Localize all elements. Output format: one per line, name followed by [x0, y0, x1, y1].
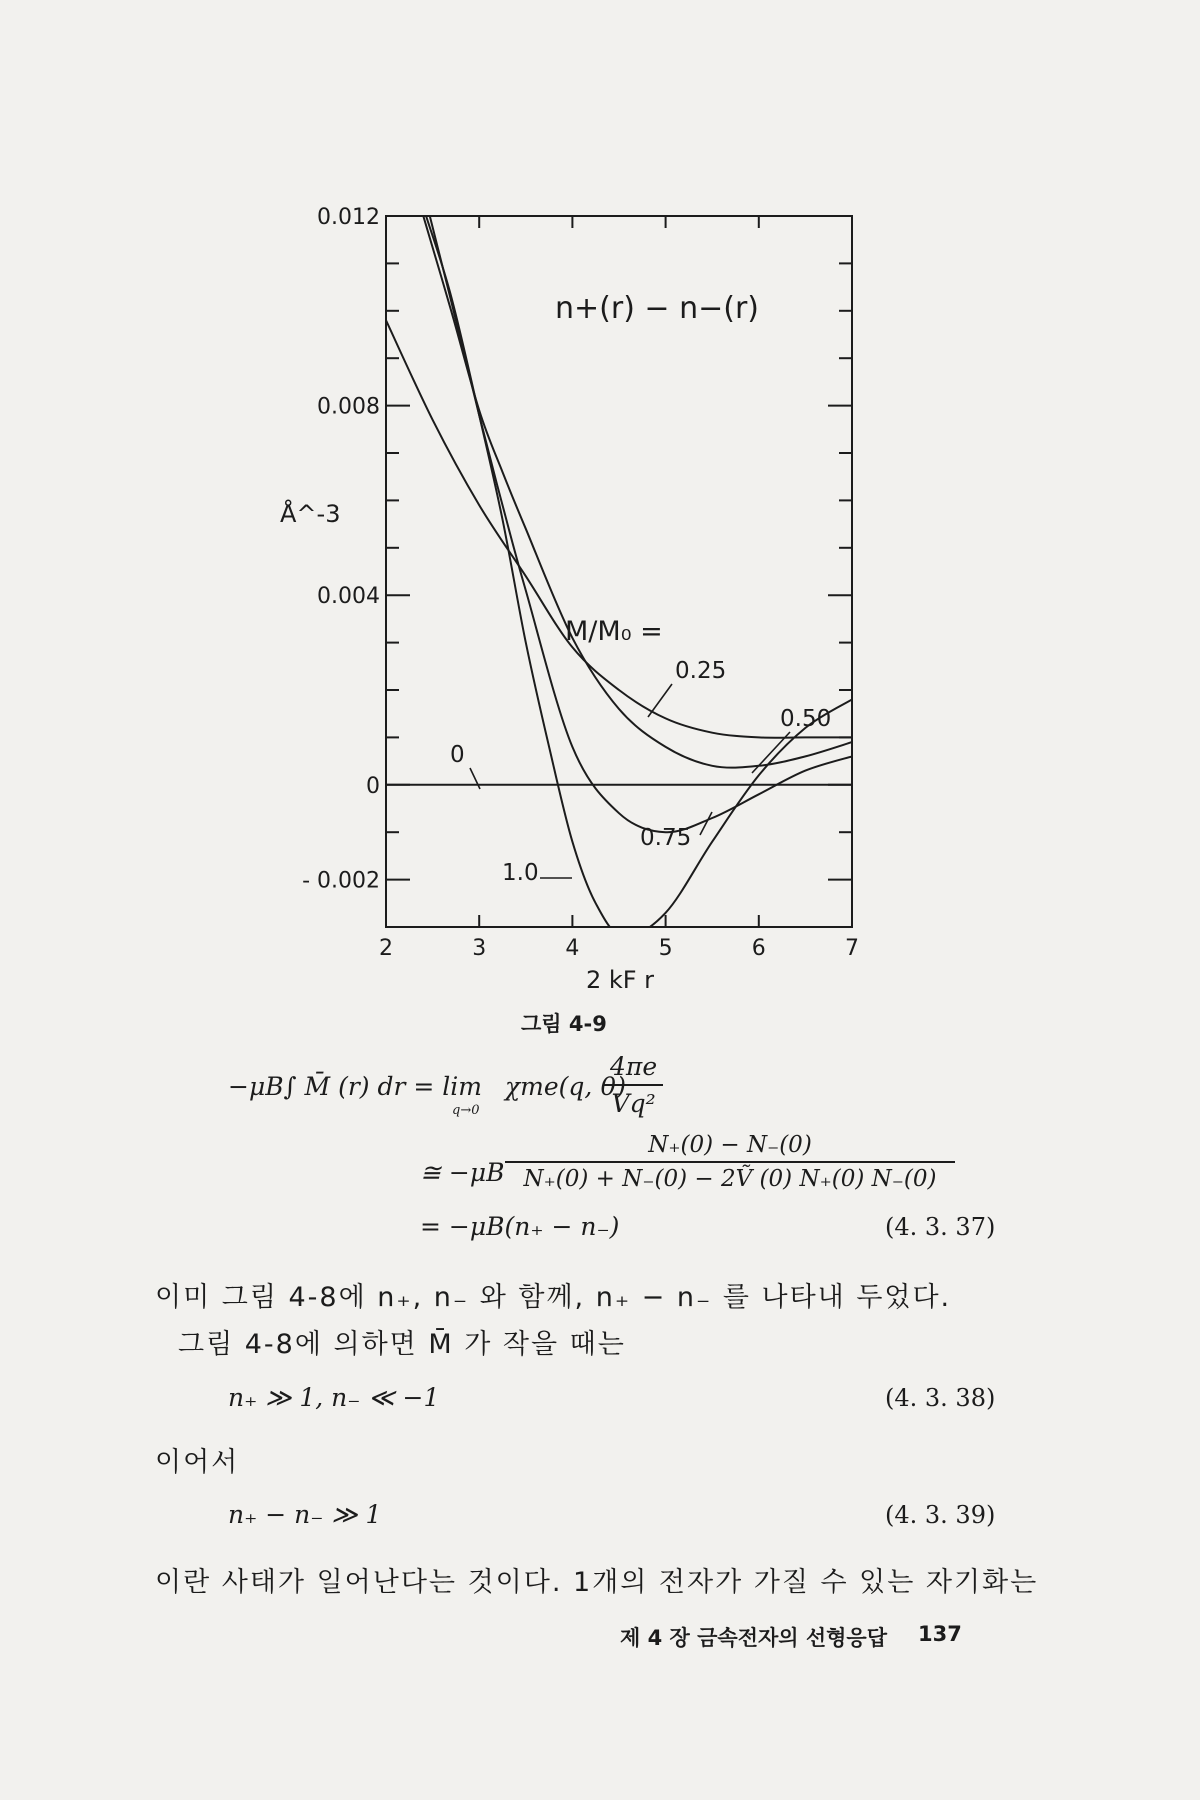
- equation-number-4-3-37: (4. 3. 37): [885, 1213, 996, 1241]
- equation-5: n₊ − n₋ ≫ 1: [228, 1500, 382, 1529]
- x-tick-label: 4: [565, 936, 580, 961]
- y-tick-label: 0: [366, 773, 380, 799]
- equation-2-fraction: [505, 1132, 955, 1192]
- series-line-0-25: [386, 320, 852, 737]
- curve-label-1-0: 1.0: [502, 860, 539, 886]
- equation-1-numerator: 4πe: [610, 1052, 658, 1081]
- y-tick-label: 0.012: [317, 205, 380, 230]
- y-tick-label: - 0.002: [302, 868, 380, 894]
- curve-label-0-75: 0.75: [640, 825, 692, 851]
- equation-number-4-3-39: (4. 3. 39): [885, 1501, 996, 1529]
- equation-1-fraction: [604, 1052, 663, 1118]
- curve-label-0: 0: [450, 742, 465, 768]
- equation-1-chi: χme(q, 0): [505, 1072, 626, 1101]
- figure-caption: 그림 4-9: [521, 1012, 607, 1036]
- x-axis-label: 2 kF r: [585, 966, 655, 994]
- equation-1-denominator: Vq²: [604, 1084, 663, 1118]
- equation-2-numerator: N₊(0) − N₋(0): [648, 1132, 812, 1158]
- running-footer-chapter: 제 4 장 금속전자의 선형응답: [620, 1626, 888, 1650]
- equation-2-lhs: ≅ −μB: [420, 1158, 505, 1187]
- y-tick-label: 0.008: [317, 394, 380, 420]
- equation-4: n₊ ≫ 1, n₋ ≪ −1: [228, 1383, 440, 1412]
- body-text-line-4: 이란 사태가 일어난다는 것이다. 1개의 전자가 가질 수 있는 자기화는: [155, 1567, 1039, 1598]
- y-tick-label: 0.004: [317, 584, 380, 610]
- equation-1-lhs: −μB∫ M̄ (r) dr = lim: [228, 1072, 482, 1101]
- curve-label-leader: [648, 684, 672, 717]
- curve-label-0-25: 0.25: [675, 658, 727, 684]
- x-tick-label: 2: [379, 936, 393, 961]
- body-text-line-3: 이어서: [155, 1447, 240, 1478]
- body-text-line-1: 이미 그림 4-8에 n₊, n₋ 와 함께, n₊ − n₋ 를 나타내 두었다.: [155, 1282, 952, 1313]
- chart-labels: [280, 205, 859, 994]
- y-axis-label: Å^-3: [280, 500, 341, 528]
- x-tick-label: 7: [845, 936, 859, 961]
- x-tick-label: 5: [658, 936, 673, 961]
- equation-1-limit-subscript: q→0: [452, 1103, 480, 1118]
- x-tick-label: 3: [472, 936, 487, 961]
- equation-2-denominator: N₊(0) + N₋(0) − 2Ṽ (0) N₊(0) N₋(0): [505, 1161, 955, 1192]
- curve-label-0-50: 0.50: [780, 706, 832, 732]
- page-number: 137: [918, 1622, 962, 1646]
- curve-label-leader: [470, 768, 480, 789]
- x-tick-label: 6: [751, 936, 766, 961]
- legend-title: M/M₀ =: [565, 616, 663, 647]
- chart-title: n+(r) − n−(r): [555, 291, 759, 326]
- equation-3: = −μB(n₊ − n₋): [420, 1212, 620, 1241]
- equation-number-4-3-38: (4. 3. 38): [885, 1384, 996, 1412]
- body-text-line-2: 그림 4-8에 의하면 M̄ 가 작을 때는: [178, 1329, 626, 1360]
